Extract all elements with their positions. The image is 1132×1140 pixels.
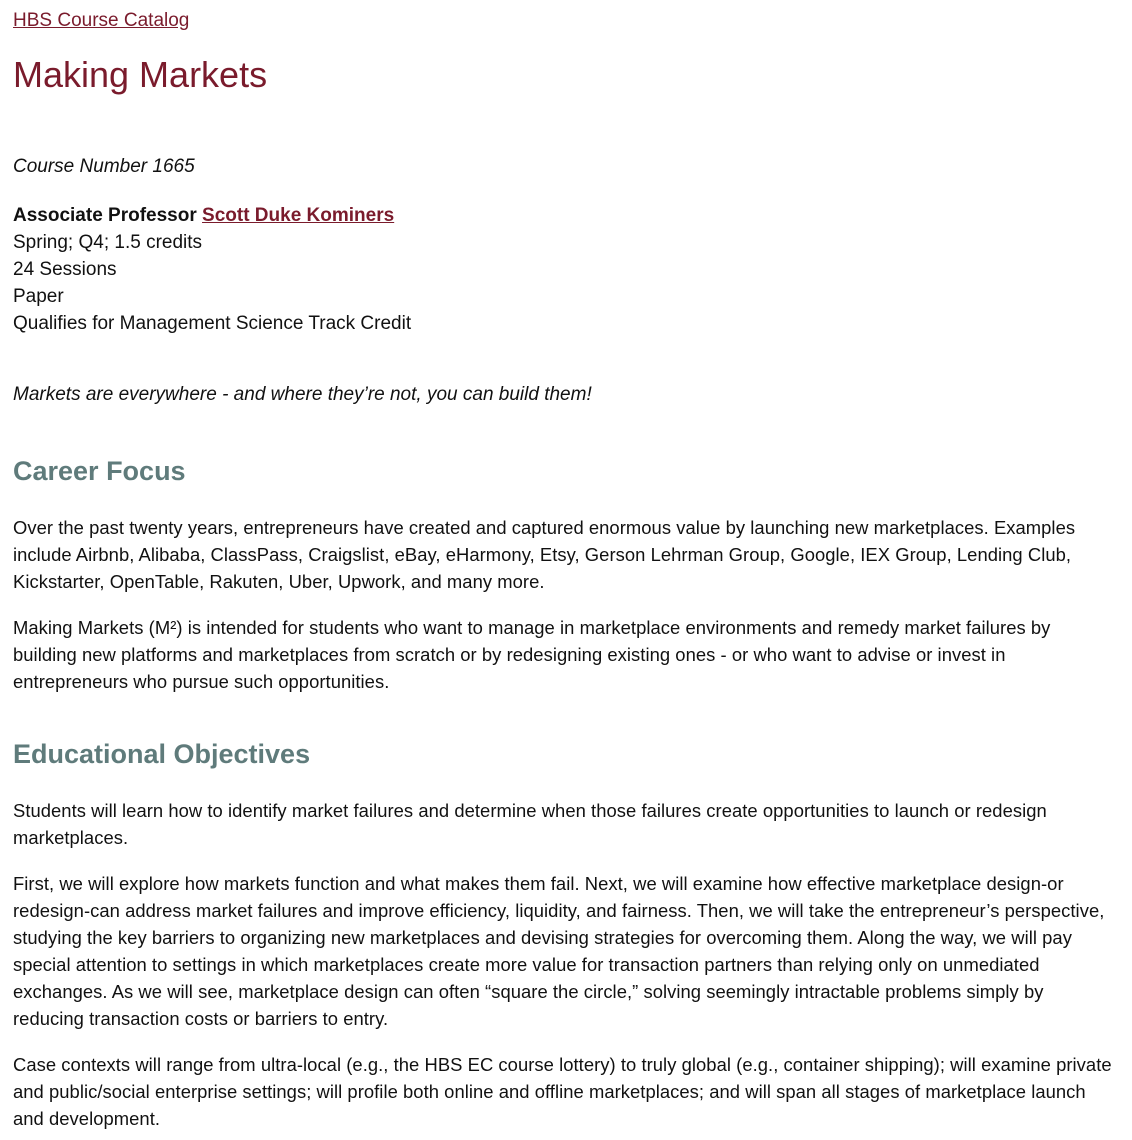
course-tagline: Markets are everywhere - and where they’re not, you can build them! — [13, 384, 592, 405]
course-sessions: 24 Sessions — [13, 259, 117, 280]
course-track-credit: Qualifies for Management Science Track Credit — [13, 313, 412, 334]
objectives-paragraph: Case contexts will range from ultra-local (e.g., the HBS EC course lottery) to truly global (e.g., container shipping); will examine private and public/social enterprise settings; will profile both online and offline marketplaces; and will span all stages of marketplace launch and development. — [13, 1054, 1112, 1129]
career-focus-paragraph: Over the past twenty years, entrepreneurs have created and captured enormous value by launching new marketplaces. Examples include Airbnb, Alibaba, ClassPass, Craigslist, eBay, eHarmony, Etsy, Gerson Lehrman Group, Google, IEX Group, Lending Club, Kickstarter, OpenTable, Rakuten, Uber, Upwork, and many more. — [13, 517, 1076, 592]
breadcrumb-course-catalog-link[interactable]: HBS Course Catalog — [13, 10, 190, 31]
career-focus-paragraph: Making Markets (M²) is intended for students who want to manage in marketplace environments and remedy market failures by building new platforms and marketplaces from scratch or by redesigning existing ones - or who want to advise or invest in entrepreneurs who pursue such opportunities. — [13, 617, 1051, 692]
faculty-line — [13, 202, 411, 229]
educational-objectives-heading: Educational Objectives — [13, 739, 311, 769]
career-focus-heading: Career Focus — [13, 456, 186, 486]
page-title: Making Markets — [13, 54, 268, 95]
faculty-role: Associate Professor — [13, 205, 197, 226]
objectives-paragraph: Students will learn how to identify market failures and determine when those failures create opportunities to launch or redesign marketplaces. — [13, 800, 1047, 848]
course-meta — [13, 202, 411, 337]
course-requirement: Paper — [13, 286, 64, 307]
objectives-paragraph: First, we will explore how markets function and what makes them fail. Next, we will examine how effective marketplace design-or redesign-can address market failures and improve efficiency, liquidity, and fairness. Then, we will take the entrepreneur’s perspective, studying the key barriers to organizing new marketplaces and devising strategies for overcoming them. Along the way, we will pay special attention to settings in which marketplaces create more value for transaction partners than relying only on unmediated exchanges. As we will see, marketplace design can often “square the circle,” solving seemingly intractable problems simply by reducing transaction costs or barriers to entry. — [13, 873, 1105, 1029]
faculty-name-link[interactable]: Scott Duke Kominers — [202, 205, 395, 226]
course-number: Course Number 1665 — [13, 156, 195, 177]
course-term-credits: Spring; Q4; 1.5 credits — [13, 232, 203, 253]
